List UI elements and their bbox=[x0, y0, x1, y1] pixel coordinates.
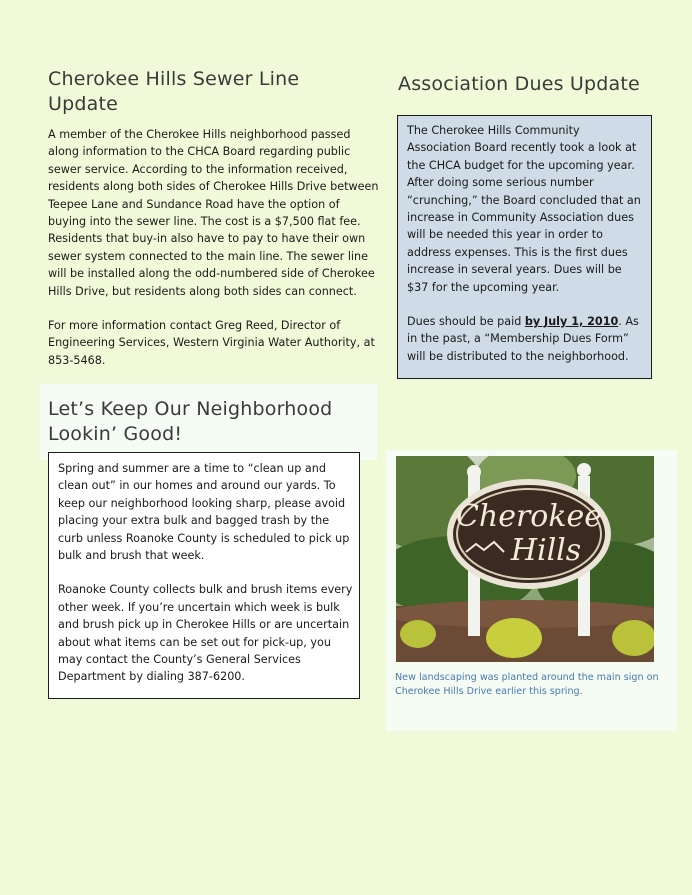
sign-text-line1: Cherokee bbox=[455, 499, 603, 534]
sewer-paragraph-1: A member of the Cherokee Hills neighborhood passed along information to the CHCA Board regarding public sewer service. According to the information received, residents along both sides of Cherokee Hills Drive between Teepee Lane and Sundance Road have the option of buying into the sewer line. The cost is a $7,500 flat fee. Residents that buy-in also have to pay to have their own sewer system connected to the main line. The sewer line will be installed along the odd-numbered side of Cherokee Hills Drive, but residents along both sides can connect. bbox=[48, 128, 379, 298]
sign-photo bbox=[396, 456, 654, 662]
dues-box bbox=[397, 115, 652, 379]
sign-photo-illustration bbox=[396, 456, 654, 662]
neighborhood-title: Let’s Keep Our Neighborhood Lookin’ Good! bbox=[48, 398, 333, 445]
dues-deadline: by July 1, 2010 bbox=[524, 315, 619, 329]
dues-paragraph-1: The Cherokee Hills Community Association Board recently took a look at the CHCA budget for the upcoming year. After doing some serious number “crunching,” the Board concluded that an increase in Community Association dues will be needed this year in order to address expenses. This is the first dues increase in several years. Dues will be $37 for the upcoming year. bbox=[407, 124, 641, 294]
neighborhood-paragraph-2: Roanoke County collects bulk and brush items every other week. If you’re uncertain which week is bulk and brush pick up in Cherokee Hills or are uncertain about what items can be set out for pick-up, you may contact the County’s General Services Department by dialing 387-6200. bbox=[58, 583, 353, 684]
photo-caption: New landscaping was planted around the main sign on Cherokee Hills Drive earlier this spring. bbox=[395, 672, 659, 697]
sewer-body bbox=[48, 126, 380, 386]
dues-paragraph-2: Dues should be paid by July 1, 2010. As in the past, a “Membership Dues Form” will be distributed to the neighborhood. bbox=[407, 315, 639, 363]
dues-title: Association Dues Update bbox=[398, 73, 640, 95]
sewer-paragraph-2: For more information contact Greg Reed, Director of Engineering Services, Western Virginia Water Authority, at 853-5468. bbox=[48, 319, 375, 367]
neighborhood-paragraph-1: Spring and summer are a time to “clean up and clean out” in our homes and around our yards. To keep our neighborhood looking sharp, please avoid placing your extra bulk and bagged trash by the curb unless Roanoke County is scheduled to pick up bulk and brush that week. bbox=[58, 462, 350, 563]
sign-text-line2: Hills bbox=[510, 533, 582, 568]
sewer-title: Cherokee Hills Sewer Line Update bbox=[48, 68, 300, 115]
neighborhood-box bbox=[48, 452, 360, 699]
